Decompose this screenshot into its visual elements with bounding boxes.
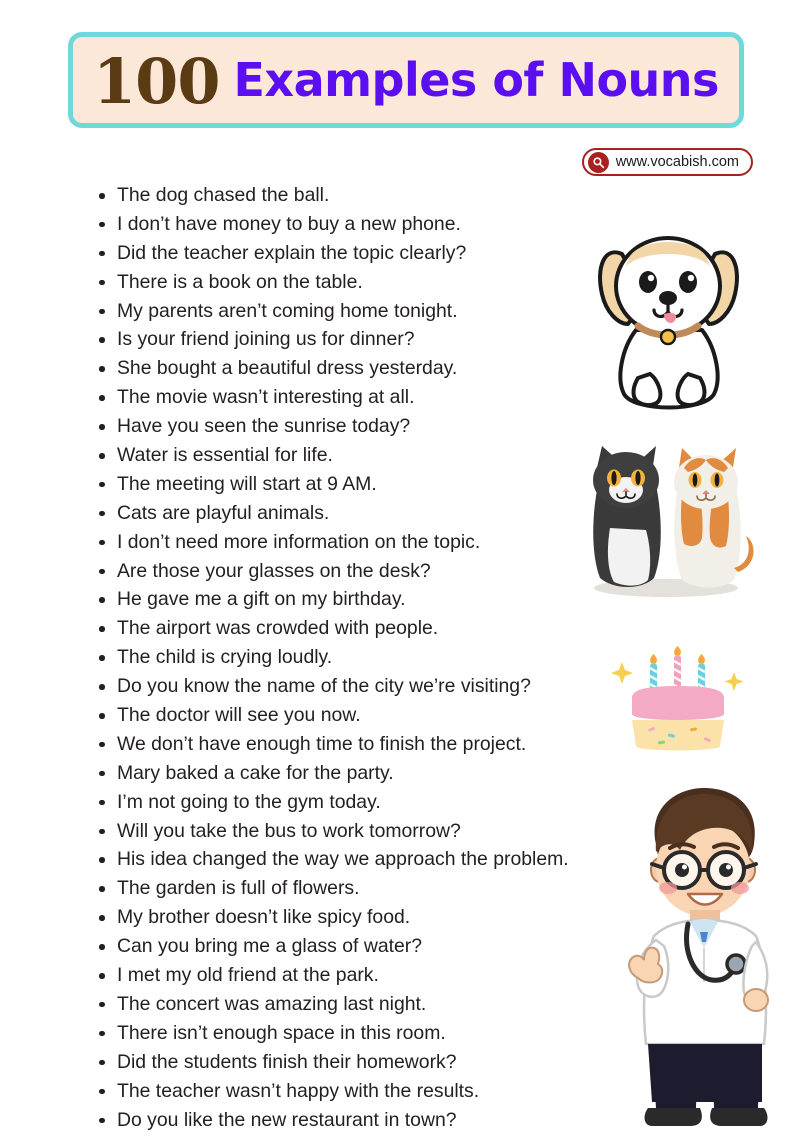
list-item: There is a book on the table. xyxy=(95,271,640,294)
list-item: I don’t need more information on the topic. xyxy=(95,531,640,554)
list-item: He gave me a gift on my birthday. xyxy=(95,588,640,611)
list-item: Did the teacher explain the topic clearly? xyxy=(95,242,640,265)
page-title-text: Examples of Nouns xyxy=(233,53,719,107)
list-item: The concert was amazing last night. xyxy=(95,993,640,1016)
list-item: My parents aren’t coming home tonight. xyxy=(95,300,640,323)
list-item: Is your friend joining us for dinner? xyxy=(95,328,640,351)
list-item: We don’t have enough time to finish the project. xyxy=(95,733,640,756)
list-item: There isn’t enough space in this room. xyxy=(95,1022,640,1045)
list-item: Will you take the bus to work tomorrow? xyxy=(95,820,640,843)
list-item: She bought a beautiful dress yesterday. xyxy=(95,357,640,380)
list-item: His idea changed the way we approach the problem. xyxy=(95,848,640,871)
list-item: The doctor will see you now. xyxy=(95,704,640,727)
list-item: I don’t have money to buy a new phone. xyxy=(95,213,640,236)
list-item: I met my old friend at the park. xyxy=(95,964,640,987)
dog-illustration xyxy=(576,202,761,417)
list-item: I’m not going to the gym today. xyxy=(95,791,640,814)
website-badge[interactable] xyxy=(582,148,753,176)
doctor-illustration xyxy=(612,782,787,1137)
list-item: Do you like the new restaurant in town? xyxy=(95,1109,640,1132)
list-item: The movie wasn’t interesting at all. xyxy=(95,386,640,409)
list-item: Do you know the name of the city we’re visiting? xyxy=(95,675,640,698)
list-item: The airport was crowded with people. xyxy=(95,617,640,640)
list-item: Have you seen the sunrise today? xyxy=(95,415,640,438)
list-item: Did the students finish their homework? xyxy=(95,1051,640,1074)
search-icon xyxy=(588,152,609,173)
list-item: The teacher wasn’t happy with the results. xyxy=(95,1080,640,1103)
list-item: The meeting will start at 9 AM. xyxy=(95,473,640,496)
page-title-number: 100 xyxy=(93,45,220,118)
list-item: The child is crying loudly. xyxy=(95,646,640,669)
list-item: The dog chased the ball. xyxy=(95,184,640,207)
list-item: Are those your glasses on the desk? xyxy=(95,560,640,583)
page-title-banner xyxy=(68,32,744,128)
noun-examples-list xyxy=(95,184,640,1137)
list-item: Mary baked a cake for the party. xyxy=(95,762,640,785)
list-item: My brother doesn’t like spicy food. xyxy=(95,906,640,929)
list-item: Water is essential for life. xyxy=(95,444,640,467)
list-item: The garden is full of flowers. xyxy=(95,877,640,900)
list-item: Cats are playful animals. xyxy=(95,502,640,525)
website-url: www.vocabish.com xyxy=(615,154,739,170)
list-item: Can you bring me a glass of water? xyxy=(95,935,640,958)
birthday-cake-illustration xyxy=(608,628,748,758)
two-cats-illustration xyxy=(566,432,766,602)
